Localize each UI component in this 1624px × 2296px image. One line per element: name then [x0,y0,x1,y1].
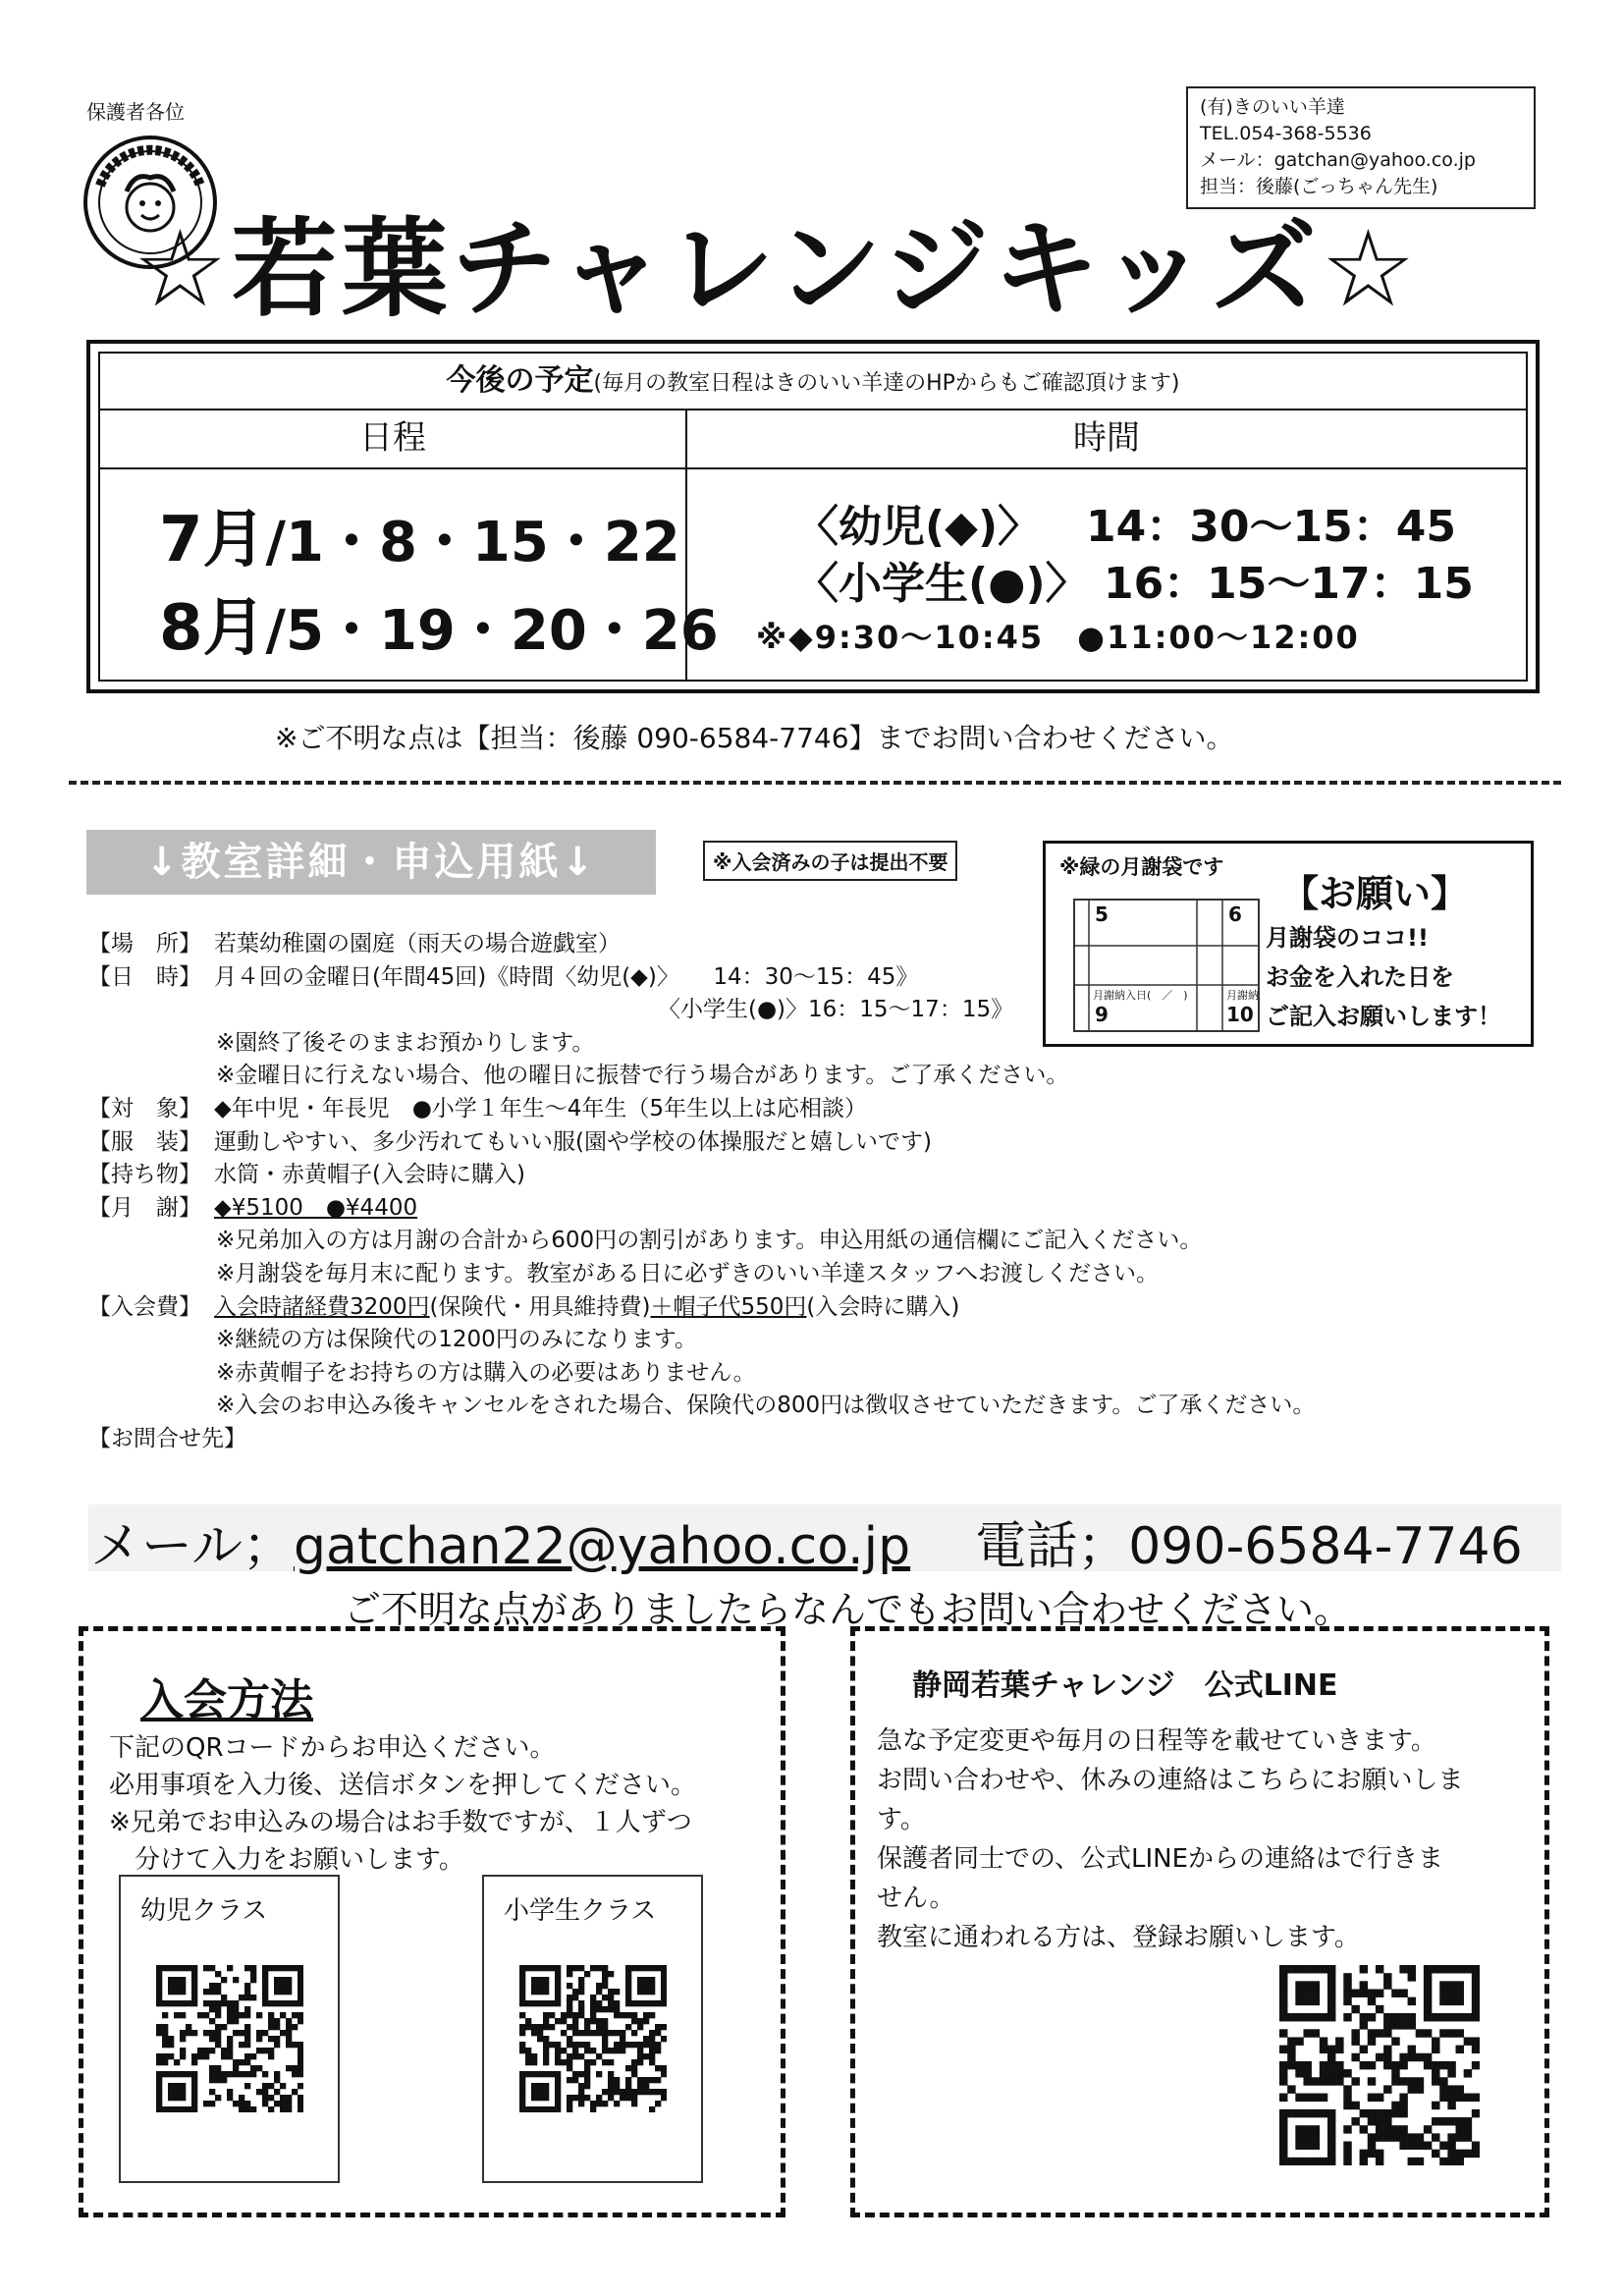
phone-number[interactable]: 電話；090-6584-7746 [975,1517,1523,1576]
hat-fee-note: (入会時に購入) [806,1293,960,1320]
detail-key: 【服 装】 [88,1128,201,1155]
detail-note [88,1225,1561,1258]
time-row [795,548,1474,611]
time-note: ※◆9:30〜10:45 ●11:00〜12:00 [756,619,1360,656]
join-heading: 入会方法 [140,1675,313,1725]
detail-target [88,1093,1561,1126]
qr-frame-elementary [482,1875,703,2183]
detail-place [88,928,1561,961]
envelope-cell: 9 [1095,1003,1109,1026]
line-box [850,1626,1549,2217]
detail-value: 運動しやすい、多少汚れてもいい服(園や学校の体操服だと嬉しいです) [214,1128,932,1155]
time-value: 16：15〜17：15 [1103,559,1474,609]
company-mail: メール：gatchan@yahoo.co.jp [1200,149,1476,171]
detail-note-text: ※赤黄帽子をお持ちの方は購入の必要はありません。 [216,1359,756,1386]
detail-value: 月４回の金曜日(年間45回)《時間〈幼児(◆)〉 14：30〜15：45》 [214,963,919,990]
line-body [877,1722,1515,1957]
line-text: せん。 [877,1884,955,1913]
detail-join-fee [88,1291,1561,1325]
envelope-cell: 6 [1228,902,1242,926]
detail-note-text: ※継続の方は保険代の1200円のみになります。 [216,1327,697,1353]
qr-label: 小学生クラス [504,1896,657,1926]
date-row [159,489,680,579]
envelope-title: 【お願い】 [1281,872,1469,915]
col-time: 時間 [687,409,1526,469]
envelope-cell-label2: 月謝納 [1226,989,1259,1002]
line-heading: 静岡若葉チャレンジ 公式LINE [912,1668,1338,1703]
cut-line [69,781,1561,785]
addressee: 保護者各位 [86,100,185,124]
section-banner: ↓教室詳細・申込用紙↓ [86,830,656,895]
detail-key: 【お問合せ先】 [88,1425,246,1451]
detail-note-text: ※金曜日に行えない場合、他の曜日に振替で行う場合があります。ご了承ください。 [216,1063,1069,1089]
detail-value: 若葉幼稚園の園庭（雨天の場合遊戯室） [214,931,621,957]
detail-time [88,961,1561,995]
join-fee-value: 入会時諸経費3200円 [214,1293,430,1320]
detail-items [88,1159,1561,1192]
schedule-table [86,340,1540,693]
qr-code-icon[interactable] [1279,1965,1480,2165]
envelope-line: 月謝袋のココ!! [1266,924,1429,952]
envelope-cell: 5 [1095,902,1109,926]
contact-line [90,1504,1523,1578]
detail-note [88,1060,1561,1093]
time-label: 〈幼児(◆)〉 [795,502,1042,552]
envelope-caption: ※緑の月謝袋です [1059,855,1224,879]
detail-note-text: ※入会のお申込み後キャンセルをされた場合、保険代の800円は徴収させていただきます。ご了承ください。 [216,1393,1316,1419]
no-submit-note: ※入会済みの子は提出不要 [703,841,957,881]
company-person: 担当：後藤(ごっちゃん先生) [1200,176,1438,197]
detail-value: ◆年中児・年長児 ●小学１年生〜4年生（5年生以上は応相談） [214,1095,868,1121]
month: 7月 [159,504,266,576]
qr-code-icon[interactable] [156,1965,303,2112]
detail-key: 【日 時】 [88,963,201,990]
qr-code-icon[interactable] [519,1965,667,2112]
detail-key: 【入会費】 [88,1293,201,1320]
envelope-cell: 10 [1226,1003,1254,1026]
mail-address[interactable]: gatchan22@yahoo.co.jp [293,1517,911,1576]
page-title: ☆若葉チャレンジキッズ☆ [133,208,1420,331]
inquiry-top: ※ご不明な点は【担当：後藤 090-6584-7746】までお問い合わせください。 [275,722,1234,754]
details-list [88,928,1561,1456]
detail-time2 [88,994,1561,1027]
detail-value: ◆¥5100 ●¥4400 [214,1194,418,1221]
envelope-line: お金を入れた日を [1266,963,1454,991]
detail-note [88,1258,1561,1291]
join-fee-note: (保険代・用具維持費) [429,1293,651,1320]
month: 8月 [159,592,266,665]
schedule-heading [100,354,1526,410]
date-row [159,577,719,668]
detail-note [88,1390,1561,1423]
qr-label: 幼児クラス [140,1896,268,1926]
schedule-heading-title: 今後の予定 [446,363,594,398]
detail-key: 【場 所】 [88,931,201,957]
days: /5・19・20・26 [265,599,719,663]
join-line: 必用事項を入力後、送信ボタンを押してください。 [109,1771,697,1800]
detail-contact [88,1423,1561,1456]
inquiry-bottom: ご不明な点がありましたらなんでもお問い合わせください。 [344,1588,1352,1631]
line-text: す。 [877,1805,926,1834]
days: /1・8・15・22 [265,511,680,574]
envelope-cell-label: 月謝納入日( ／ ) [1093,989,1188,1002]
detail-note [88,1027,1561,1061]
line-text: 急な予定変更や毎月の日程等を載せていきます。 [877,1726,1436,1756]
detail-note-text: ※月謝袋を毎月末に配ります。教室がある日に必ずきのいい羊達スタッフへお渡しください。 [216,1260,1159,1286]
join-box [79,1626,785,2217]
detail-key: 【持ち物】 [88,1162,201,1188]
detail-value: 〈小学生(●)〉16：15〜17：15》 [658,997,1014,1023]
detail-key: 【月 謝】 [88,1194,201,1221]
detail-clothes [88,1126,1561,1160]
join-line: 分けて入力をお願いします。 [109,1845,464,1875]
detail-note-text: ※兄弟加入の方は月謝の合計から600円の割引があります。申込用紙の通信欄にご記入ください。 [216,1228,1203,1254]
detail-fee [88,1192,1561,1226]
join-line: ※兄弟でお申込みの場合はお手数ですが、１人ずつ [109,1808,692,1837]
mail-label: メール； [90,1517,294,1576]
detail-key: 【対 象】 [88,1095,201,1121]
line-text: 保護者同士での、公式LINEからの連絡はで行きま [877,1844,1443,1874]
hat-fee-value: ＋帽子代550円 [650,1293,807,1320]
time-row [795,491,1456,554]
envelope-line: ご記入お願いします！ [1266,1003,1501,1030]
company-name: (有)きのいい羊達 [1200,96,1345,118]
detail-note-text: ※園終了後そのままお預かりします。 [216,1029,595,1056]
col-date: 日程 [100,409,685,469]
detail-value: 水筒・赤黄帽子(入会時に購入) [214,1162,525,1188]
line-text: お問い合わせや、休みの連絡はこちらにお願いしま [877,1766,1464,1795]
detail-note [88,1324,1561,1357]
time-value: 14：30〜15：45 [1086,502,1456,552]
schedule-times [687,469,1526,680]
detail-note [88,1357,1561,1391]
qr-frame-kinder [119,1875,340,2183]
company-tel: TEL.054-368-5536 [1200,123,1372,144]
schedule-heading-note: (毎月の教室日程はきのいい羊達のHPからもご確認頂けます) [593,371,1180,396]
join-line: 下記のQRコードからお申込ください。 [109,1733,556,1763]
schedule-dates [100,469,719,680]
time-label: 〈小学生(●)〉 [795,559,1089,609]
line-text: 教室に通われる方は、登録お願いします。 [877,1923,1360,1952]
join-body [109,1729,696,1879]
contact-box [1186,86,1536,209]
